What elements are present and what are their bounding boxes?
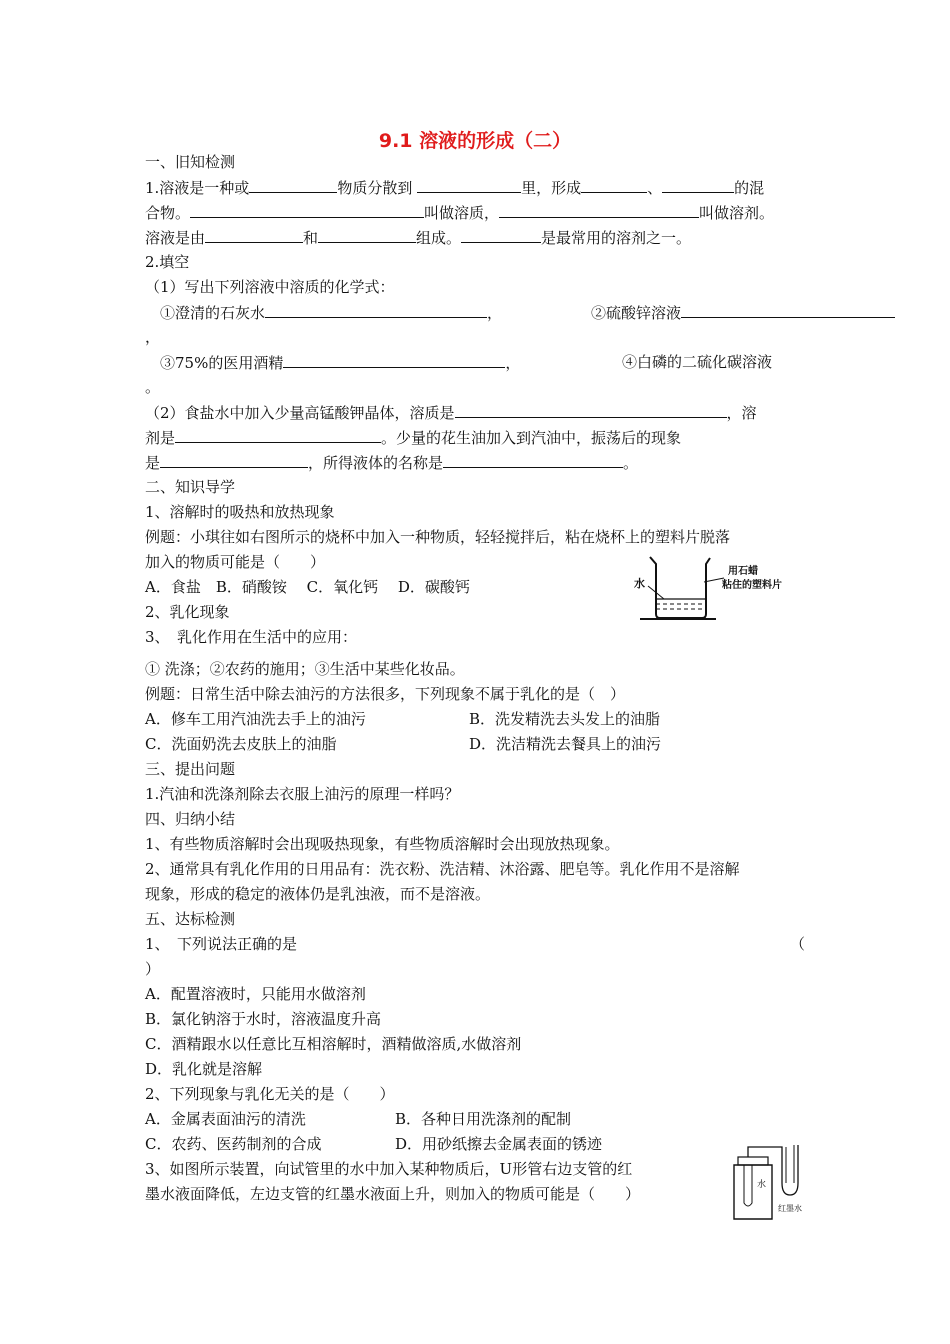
- question-2-part-1: （1）写出下列溶液中溶质的化学式：: [145, 278, 395, 296]
- test-2-option-c: C．农药、医药制剂的合成: [145, 1135, 322, 1153]
- fill-item-3: ③75%的医用酒精 ，: [160, 354, 521, 372]
- section-heading-2: 二、知识导学: [145, 478, 236, 496]
- section-heading-4: 四、归纳小结: [145, 810, 236, 828]
- test-2-option-b: B．各种日用洗涤剂的配制: [395, 1110, 572, 1128]
- section-heading-1: 一、旧知检测: [145, 153, 236, 171]
- example-1-line-2: 加入的物质可能是（ ）: [145, 553, 326, 571]
- fill-item-2-comma: ，: [145, 328, 161, 346]
- summary-item-1: 1、有些物质溶解时会出现吸热现象，有些物质溶解时会出现放热现象。: [145, 835, 620, 853]
- fill-item-2: ②硫酸锌溶液: [591, 303, 895, 322]
- test-1-stem: 1、 下列说法正确的是: [145, 935, 298, 953]
- fill-item-1: ①澄清的石灰水 ，: [160, 304, 503, 322]
- test-1-option-c: C．酒精跟水以任意比互相溶解时，酒精做溶质,水做溶剂: [145, 1035, 522, 1053]
- knowledge-item-2: 2、乳化现象: [145, 603, 230, 621]
- beaker-label-line-1: 用石蜡: [728, 566, 758, 577]
- example-1-options: A．食盐 B．硝酸铵 C．氧化钙 D．碳酸钙: [145, 578, 470, 596]
- summary-item-2-line-2: 现象，形成的稳定的液体仍是乳浊液，而不是溶液。: [145, 885, 491, 903]
- example-1-line-1: 例题：小琪往如右图所示的烧杯中加入一种物质，轻轻搅拌后，粘在烧杯上的塑料片脱落: [145, 528, 731, 546]
- beaker-label-line-2: 粘住的塑料片: [722, 580, 782, 591]
- question-2-part-2-line-3: 是 ，所得液体的名称是 。: [145, 454, 639, 472]
- fill-item-4-period: 。: [145, 378, 161, 396]
- beaker-diagram: [632, 552, 812, 624]
- test-1-option-d: D．乳化就是溶解: [145, 1060, 263, 1078]
- example-2-option-a: A．修车工用汽油洗去手上的油污: [145, 710, 366, 728]
- question-2-heading: 2.填空: [145, 253, 190, 271]
- question-text: 1.汽油和洗涤剂除去衣服上油污的原理一样吗？: [145, 785, 460, 803]
- test-1-option-b: B．氯化钠溶于水时，溶液温度升高: [145, 1010, 382, 1028]
- summary-item-2-line-1: 2、通常具有乳化作用的日用品有：洗衣粉、洗洁精、沐浴露、肥皂等。乳化作用不是溶解: [145, 860, 740, 878]
- question-2-part-2-line-2: 剂是 。少量的花生油加入到汽油中，振荡后的现象: [145, 429, 682, 447]
- question-1-line-3: 溶液是由 和 组成。 是最常用的溶剂之一。: [145, 229, 692, 247]
- example-2-option-b: B．洗发精洗去头发上的油脂: [469, 710, 661, 728]
- example-2-option-c: C．洗面奶洗去皮肤上的油脂: [145, 735, 337, 753]
- test-2-stem: 2、下列现象与乳化无关的是（ ）: [145, 1085, 395, 1103]
- test-2-option-d: D．用砂纸擦去金属表面的锈迹: [395, 1135, 603, 1153]
- section-heading-3: 三、提出问题: [145, 760, 236, 778]
- example-2-option-d: D．洗洁精洗去餐具上的油污: [469, 735, 662, 753]
- test-3-line-2: 墨水液面降低，左边支管的红墨水液面上升，则加入的物质可能是（ ）: [145, 1185, 641, 1203]
- knowledge-item-3: 3、 乳化作用在生活中的应用：: [145, 628, 358, 646]
- u-tube-water-label: 水: [757, 1180, 767, 1190]
- u-tube-ink-label: 红墨水: [778, 1204, 802, 1213]
- test-1-paren-open: （: [790, 935, 806, 953]
- document-title: 9.1 溶液的形成（二）: [378, 130, 572, 152]
- knowledge-item-1: 1、溶解时的吸热和放热现象: [145, 503, 335, 521]
- test-2-option-a: A．金属表面油污的清洗: [145, 1110, 306, 1128]
- u-tube-apparatus-figure: [728, 1135, 810, 1223]
- section-heading-5: 五、达标检测: [145, 910, 236, 928]
- question-2-part-2-line-1: （2）食盐水中加入少量高锰酸钾晶体，溶质是 ，溶: [145, 404, 757, 422]
- test-1-paren-close: ）: [145, 960, 161, 978]
- question-1-line-1: 1.溶液是一种或 物质分散到 里，形成 、 的混: [145, 179, 765, 197]
- example-2-stem: 例题：日常生活中除去油污的方法很多，下列现象不属于乳化的是（ ）: [145, 685, 626, 703]
- u-tube-diagram: [728, 1135, 810, 1223]
- beaker-figure: [632, 552, 812, 624]
- emulsion-applications: ① 洗涤；②农药的施用；③生活中某些化妆品。: [145, 660, 465, 678]
- beaker-water-label: 水: [634, 577, 645, 590]
- fill-item-4: ④白磷的二硫化碳溶液: [622, 353, 773, 371]
- question-1-line-2: 合物。 叫做溶质， 叫做溶剂。: [145, 204, 775, 222]
- test-1-option-a: A．配置溶液时，只能用水做溶剂: [145, 985, 366, 1003]
- test-3-line-1: 3、如图所示装置，向试管里的水中加入某种物质后，U形管右边支管的红: [145, 1160, 633, 1178]
